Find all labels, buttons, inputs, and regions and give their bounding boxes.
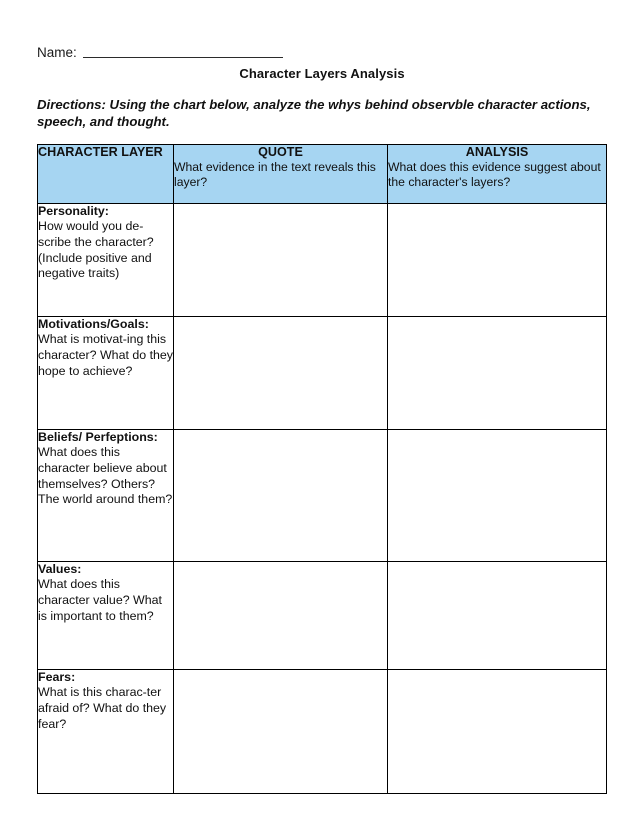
- layer-prompt: What is motivat-ing this character? What do they hope to achieve?: [38, 332, 173, 378]
- column-header-analysis: [388, 145, 607, 204]
- quote-answer-cell-beliefs-perceptions[interactable]: [174, 430, 388, 562]
- layer-cell-beliefs-perceptions: [38, 430, 174, 562]
- layer-title: Beliefs/ Perfeptions:: [38, 430, 158, 444]
- layer-title: Personality:: [38, 204, 109, 218]
- table-header-row: [38, 145, 607, 204]
- character-layers-table: [37, 144, 607, 794]
- analysis-answer-cell-beliefs-perceptions[interactable]: [388, 430, 607, 562]
- layer-prompt: What does this character believe about themselves? Others? The world around them?: [38, 445, 173, 507]
- name-label: Name:: [37, 45, 77, 60]
- quote-answer-cell-motivations-goals[interactable]: [174, 317, 388, 430]
- layer-prompt: What is this charac-ter afraid of? What do they fear?: [38, 685, 167, 731]
- quote-answer-cell-values[interactable]: [174, 562, 388, 670]
- table-row: [38, 317, 607, 430]
- column-header-character-layer-title: CHARACTER LAYER: [38, 145, 163, 159]
- analysis-answer-cell-fears[interactable]: [388, 670, 607, 794]
- analysis-answer-cell-values[interactable]: [388, 562, 607, 670]
- name-write-in-line[interactable]: [83, 57, 283, 58]
- layer-title: Fears:: [38, 670, 76, 684]
- layer-prompt: How would you de-scribe the character? (Include positive and negative traits): [38, 219, 154, 281]
- column-header-analysis-subtitle: What does this evidence suggest about the character's layers?: [388, 160, 601, 190]
- page-title: Character Layers Analysis: [239, 66, 405, 81]
- column-header-analysis-title: ANALYSIS: [465, 145, 529, 159]
- directions-text: Directions: Using the chart below, analyze the whys behind observble character actions, speech, and thought.: [37, 97, 591, 130]
- table-row: [38, 204, 607, 317]
- name-field-row: [37, 46, 283, 60]
- table-row: [38, 562, 607, 670]
- column-header-character-layer: [38, 145, 174, 204]
- layer-cell-motivations-goals: [38, 317, 174, 430]
- table-row: [38, 430, 607, 562]
- analysis-answer-cell-motivations-goals[interactable]: [388, 317, 607, 430]
- layer-cell-fears: [38, 670, 174, 794]
- layer-cell-personality: [38, 204, 174, 317]
- layer-title: Motivations/Goals:: [38, 317, 149, 331]
- layer-cell-values: [38, 562, 174, 670]
- layer-prompt: What does this character value? What is important to them?: [38, 577, 162, 623]
- column-header-quote-subtitle: What evidence in the text reveals this layer?: [174, 160, 376, 190]
- column-header-quote-title: QUOTE: [258, 145, 303, 159]
- analysis-answer-cell-personality[interactable]: [388, 204, 607, 317]
- quote-answer-cell-fears[interactable]: [174, 670, 388, 794]
- table-row: [38, 670, 607, 794]
- layer-title: Values:: [38, 562, 82, 576]
- quote-answer-cell-personality[interactable]: [174, 204, 388, 317]
- column-header-quote: [174, 145, 388, 204]
